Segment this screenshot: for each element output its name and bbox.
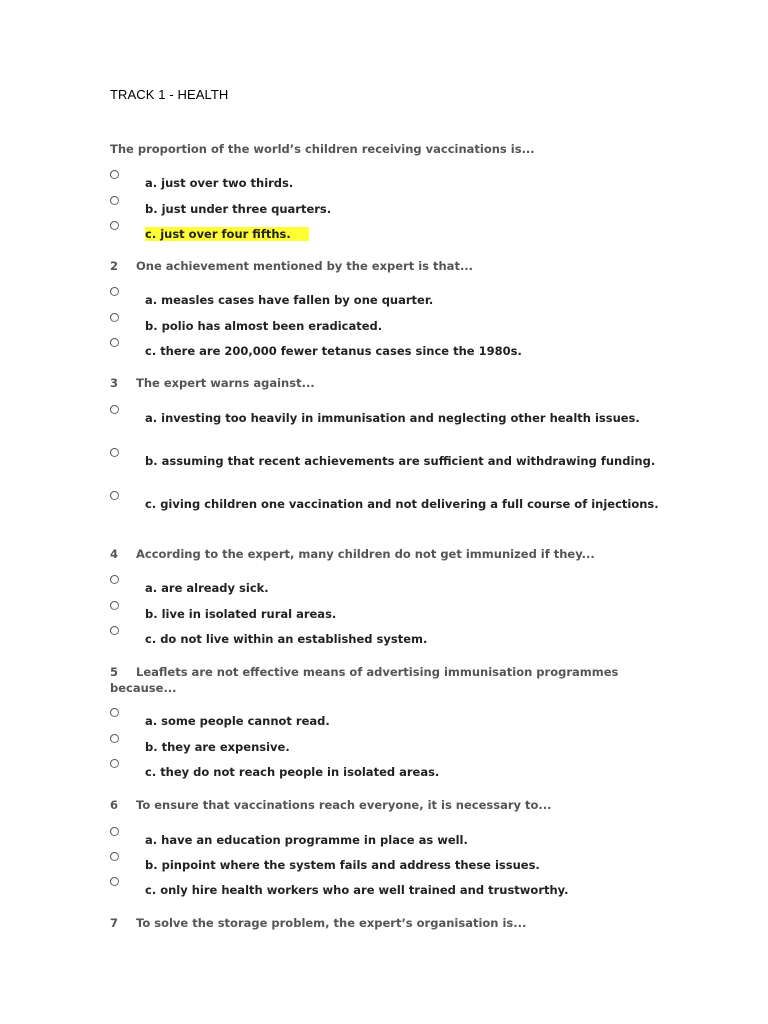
option-label: c. do not live within an established system. (145, 632, 428, 646)
option-label: a. just over two thirds. (145, 176, 294, 190)
option-label: a. have an education programme in place as well. (145, 833, 468, 847)
question-4 (110, 546, 670, 562)
question-6-option-a[interactable] (110, 832, 670, 849)
question-3-option-a[interactable] (110, 410, 670, 427)
question-5-text (110, 664, 670, 696)
question-number: 2 (110, 259, 119, 273)
question-number: 4 (110, 547, 119, 561)
question-text: According to the expert, many children do not get immunized if they... (136, 547, 595, 561)
question-3-option-b[interactable] (110, 453, 670, 470)
question-2-option-c[interactable] (110, 343, 670, 360)
question-6-option-b[interactable] (110, 857, 670, 874)
question-1-text: The proportion of the world’s children receiving vaccinations is... (110, 142, 535, 156)
question-4-text (110, 546, 670, 562)
question-6 (110, 797, 670, 813)
option-label: c. giving children one vaccination and not delivering a full course of injections. (145, 497, 659, 511)
option-label: a. measles cases have fallen by one quarter. (145, 293, 434, 307)
question-2-text (110, 258, 670, 274)
question-7-text (110, 915, 670, 931)
option-label: b. just under three quarters. (145, 202, 332, 216)
question-6-option-c[interactable] (110, 882, 670, 899)
question-5 (110, 664, 670, 696)
question-5-option-a[interactable] (110, 713, 670, 730)
question-text: To solve the storage problem, the expert’s organisation is... (136, 916, 527, 930)
question-6-text (110, 797, 670, 813)
option-label: b. polio has almost been eradicated. (145, 319, 383, 333)
question-2-option-a[interactable] (110, 292, 670, 309)
question-4-option-b[interactable] (110, 606, 670, 623)
question-text: Leaflets are not effective means of advertising immunisation programmes because... (110, 665, 619, 695)
question-3-text (110, 375, 670, 391)
option-label: b. pinpoint where the system fails and address these issues. (145, 858, 540, 872)
question-text: The expert warns against... (136, 376, 315, 390)
option-label: a. investing too heavily in immunisation and neglecting other health issues. (145, 411, 640, 425)
question-number: 7 (110, 916, 119, 930)
question-1-option-c[interactable] (110, 226, 670, 243)
question-3 (110, 375, 670, 391)
question-text: One achievement mentioned by the expert is that... (136, 259, 474, 273)
question-number: 3 (110, 376, 119, 390)
question-2 (110, 258, 670, 274)
option-label: b. assuming that recent achievements are sufficient and withdrawing funding. (145, 454, 656, 468)
question-number: 5 (110, 665, 119, 679)
option-label: a. are already sick. (145, 581, 269, 595)
option-label: c. only hire health workers who are well trained and trustworthy. (145, 883, 569, 897)
question-5-option-c[interactable] (110, 764, 670, 781)
question-1-option-b[interactable] (110, 201, 670, 218)
question-5-option-b[interactable] (110, 739, 670, 756)
option-label: b. they are expensive. (145, 740, 290, 754)
option-label: c. they do not reach people in isolated areas. (145, 765, 440, 779)
question-3-option-c[interactable] (110, 496, 670, 513)
question-text: To ensure that vaccinations reach everyone, it is necessary to... (136, 798, 552, 812)
question-4-option-c[interactable] (110, 631, 670, 648)
option-label-highlighted (110, 226, 670, 243)
question-number: 6 (110, 798, 119, 812)
question-7 (110, 915, 670, 931)
option-label: a. some people cannot read. (145, 714, 330, 728)
question-1 (110, 141, 670, 157)
option-label: b. live in isolated rural areas. (145, 607, 337, 621)
question-1-option-a[interactable] (110, 175, 670, 192)
document-title: TRACK 1 - HEALTH (110, 87, 229, 102)
highlighted-answer: c. just over four fifths. (145, 227, 309, 241)
question-4-option-a[interactable] (110, 580, 670, 597)
option-label: c. there are 200,000 fewer tetanus cases since the 1980s. (145, 344, 522, 358)
question-2-option-b[interactable] (110, 318, 670, 335)
